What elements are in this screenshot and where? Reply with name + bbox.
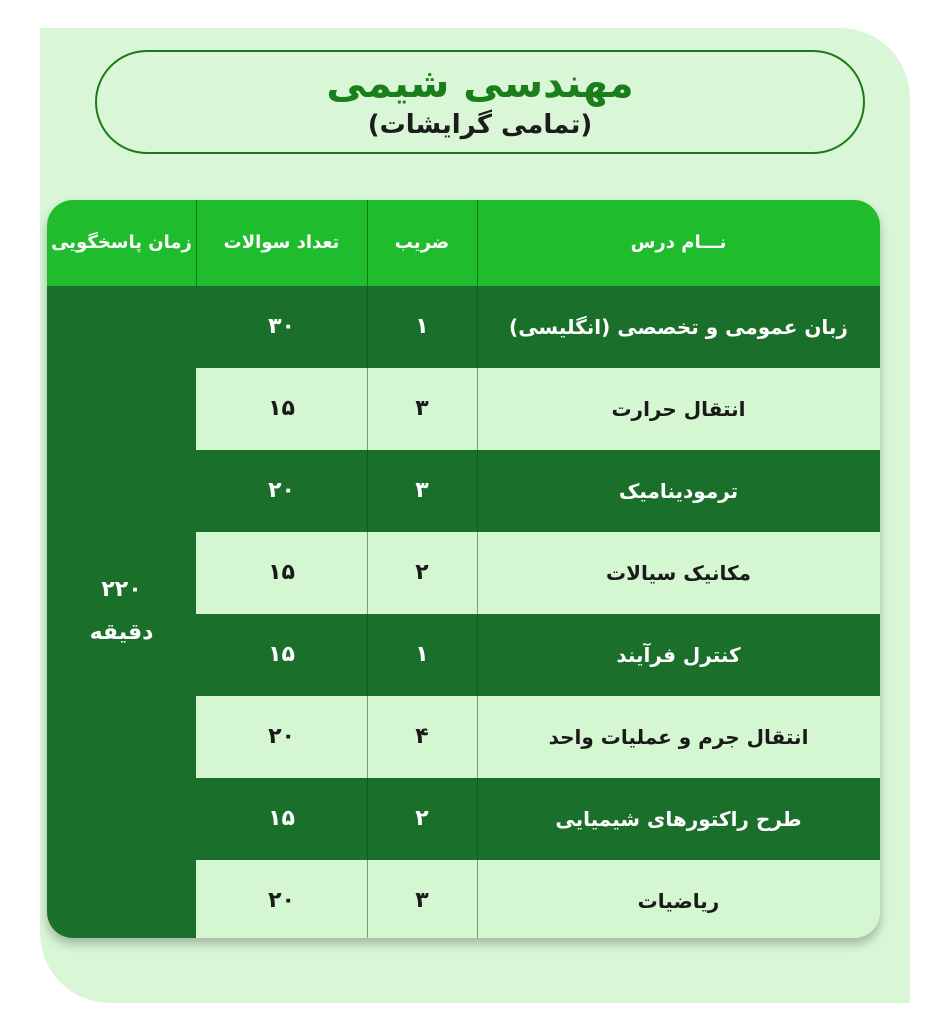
cell-coef: ۳ [415, 396, 429, 421]
column-divider [477, 778, 478, 860]
cell-coef: ۲ [415, 560, 429, 585]
page-subtitle: (تمامی گرایشات) [367, 110, 593, 140]
cell-coef: ۲ [415, 806, 429, 831]
cell-coef: ۱ [415, 314, 429, 339]
table-row [196, 860, 880, 938]
cell-count: ۱۵ [268, 806, 295, 831]
header-coef: ضریب [394, 232, 450, 253]
cell-name: انتقال حرارت [611, 397, 746, 421]
table-row [196, 368, 880, 450]
column-divider [477, 696, 478, 778]
cell-name: کنترل فرآیند [616, 643, 741, 667]
cell-coef: ۳ [415, 478, 429, 503]
column-divider [367, 286, 368, 368]
title-box [95, 50, 865, 154]
cell-coef: ۱ [415, 642, 429, 667]
table-row [196, 286, 880, 368]
column-divider [477, 860, 478, 938]
table-row [196, 696, 880, 778]
table-row [196, 532, 880, 614]
cell-count: ۱۵ [268, 560, 295, 585]
cell-coef: ۳ [415, 888, 429, 913]
time-column [47, 286, 196, 938]
column-divider [367, 778, 368, 860]
header-divider [477, 200, 478, 286]
header-divider [196, 200, 197, 286]
cell-count: ۳۰ [268, 314, 295, 339]
page-title: مهندسی شیمی [326, 61, 634, 107]
cell-name: زبان عمومی و تخصصی (انگلیسی) [509, 315, 848, 339]
column-divider [367, 614, 368, 696]
header-time: زمان پاسخگویی [51, 232, 192, 253]
cell-count: ۱۵ [268, 396, 295, 421]
cell-count: ۲۰ [268, 478, 295, 503]
cell-count: ۲۰ [268, 888, 295, 913]
column-divider [477, 532, 478, 614]
column-divider [367, 696, 368, 778]
cell-count: ۱۵ [268, 642, 295, 667]
table-row [196, 450, 880, 532]
time-unit: دقیقه [89, 620, 154, 645]
column-divider [477, 450, 478, 532]
column-divider [367, 532, 368, 614]
header-name: نـــام درس [630, 232, 727, 253]
column-divider [477, 614, 478, 696]
column-divider [367, 368, 368, 450]
table-row [196, 614, 880, 696]
column-divider [367, 860, 368, 938]
cell-coef: ۴ [415, 724, 429, 749]
column-divider [477, 286, 478, 368]
column-divider [477, 368, 478, 450]
cell-name: طرح راکتورهای شیمیایی [555, 807, 802, 831]
cell-name: مکانیک سیالات [606, 561, 751, 585]
cell-count: ۲۰ [268, 724, 295, 749]
cell-name: ترمودینامیک [618, 479, 739, 503]
time-value: ۲۲۰ [101, 577, 142, 602]
column-divider [367, 450, 368, 532]
cell-name: انتقال جرم و عملیات واحد [548, 725, 809, 749]
course-table [47, 200, 880, 938]
table-header [47, 200, 880, 286]
header-count: تعداد سوالات [223, 232, 340, 253]
table-row [196, 778, 880, 860]
header-divider [367, 200, 368, 286]
cell-name: ریاضیات [637, 889, 720, 913]
